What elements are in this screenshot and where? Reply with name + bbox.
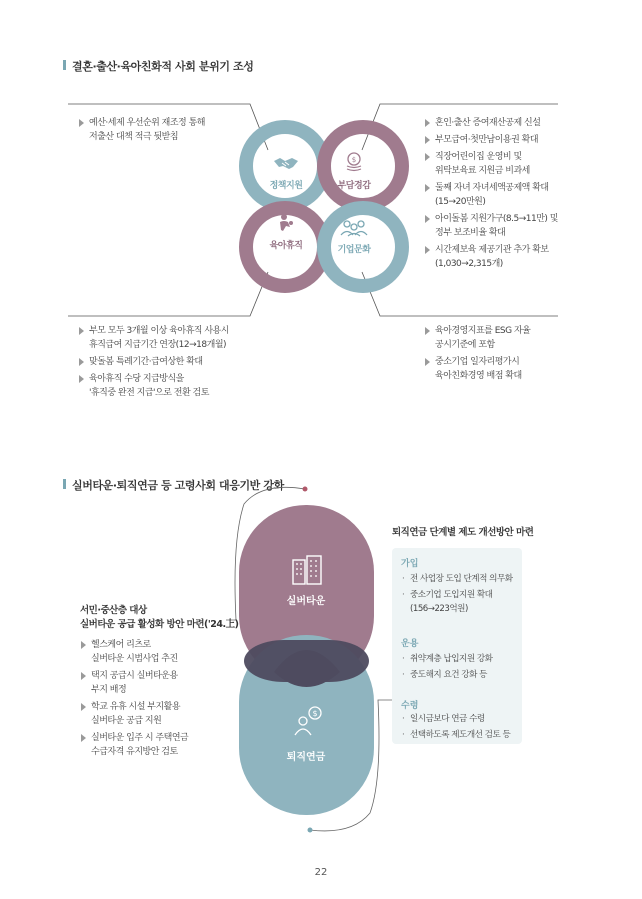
- list-policy-support: [78, 116, 205, 147]
- four-ring-diagram: [235, 115, 415, 301]
- list-item: 육아휴직 수당 지급방식을 '휴직중 완전 지급'으로 전환 검토: [78, 372, 229, 400]
- list-item: 직장어린이집 운영비 및 위탁보육료 지원금 비과세: [424, 150, 558, 178]
- list-item: 둘째 자녀 자녀세액공제액 확대 (15→20만원): [424, 181, 558, 209]
- list-parental-leave: [78, 324, 229, 403]
- stage-list-join: [401, 572, 513, 618]
- list-item: 혼인·출산 증여재산공제 신설: [424, 116, 558, 130]
- svg-text:$: $: [351, 156, 357, 164]
- list-item: 육아경영지표를 ESG 자율 공시기준에 포함: [424, 324, 530, 352]
- ring-label-policy: 정책지원: [269, 181, 303, 191]
- list-item: · 중도해지 요건 강화 등: [401, 668, 492, 682]
- list-burden-relief: [424, 116, 558, 274]
- ring-label-burden: 부담경감: [337, 181, 371, 191]
- section1-heading: 결혼·출산·육아친화적 사회 분위기 조성: [72, 58, 253, 74]
- list-item: · 취약계층 납입지원 강화: [401, 652, 492, 666]
- svg-text:$: $: [312, 709, 318, 718]
- stage-list-receipt: [401, 712, 510, 744]
- list-item: 헬스케어 리츠로 실버타운 시범사업 추진: [80, 638, 188, 666]
- stage-heading-receipt: 수령: [401, 701, 419, 711]
- handshake-icon: [273, 155, 299, 171]
- list-corporate-culture: [424, 324, 530, 386]
- section2-heading: 실버타운·퇴직연금 등 고령사회 대응기반 강화: [72, 477, 284, 493]
- list-item: 택지 공급시 실버타운용 부지 배정: [80, 669, 188, 697]
- list-item: 아이돌봄 지원가구(8.5→11만) 및 정부 보조비율 확대: [424, 212, 558, 240]
- parent-child-icon: [277, 213, 295, 233]
- person-money-icon: [293, 705, 325, 737]
- ring-label-corporate-culture: 기업문화: [337, 245, 371, 255]
- circle-label-silver-town: 실버타운: [286, 596, 326, 607]
- pension-block-title: 퇴직연금 단계별 제도 개선방안 마련: [392, 527, 534, 538]
- circle-label-retirement-pension: 퇴직연금: [286, 752, 326, 763]
- stage-heading-join: 가입: [401, 559, 419, 569]
- coin-stack-icon: [345, 152, 363, 174]
- list-item: 부모 모두 3개월 이상 육아휴직 사용시 휴직급여 지급기간 연장(12→18개월): [78, 324, 229, 352]
- apartment-building-icon: [291, 554, 323, 586]
- people-group-icon: [340, 219, 368, 237]
- stage-heading-operation: 운용: [401, 639, 419, 649]
- list-silver-town: [80, 638, 188, 762]
- silver-town-block-title: 서민·중산층 대상 실버타운 공급 활성화 방안 마련('24.上): [80, 605, 239, 630]
- list-item: · 일시금보다 연금 수령: [401, 712, 510, 726]
- list-item: · 선택하도록 제도개선 검토 등: [401, 728, 510, 742]
- list-item: 학교 유휴 시설 부지활용 실버타운 공급 지원: [80, 700, 188, 728]
- list-item: 부모급여·첫만남이용권 확대: [424, 133, 558, 147]
- stage-list-operation: [401, 652, 492, 684]
- list-item: · 중소기업 도입지원 확대 (156→223억원): [401, 588, 513, 616]
- list-item: 맞돌봄 특례기간·급여상한 확대: [78, 355, 229, 369]
- list-item: · 전 사업장 도입 단계적 의무화: [401, 572, 513, 586]
- list-item: 실버타운 입주 시 주택연금 수급자격 유지방안 검토: [80, 731, 188, 759]
- list-item: 시간제보육 제공기관 추가 확보 (1,030→2,315개): [424, 243, 558, 271]
- list-item: 중소기업 일자리평가시 육아친화경영 배점 확대: [424, 355, 530, 383]
- page-number: 22: [314, 867, 328, 878]
- pension-stage-panel: [392, 548, 522, 744]
- ring-label-parental-leave: 육아휴직: [269, 241, 303, 251]
- list-item: 예산·세제 우선순위 재조정 통해 저출산 대책 적극 뒷받침: [78, 116, 205, 144]
